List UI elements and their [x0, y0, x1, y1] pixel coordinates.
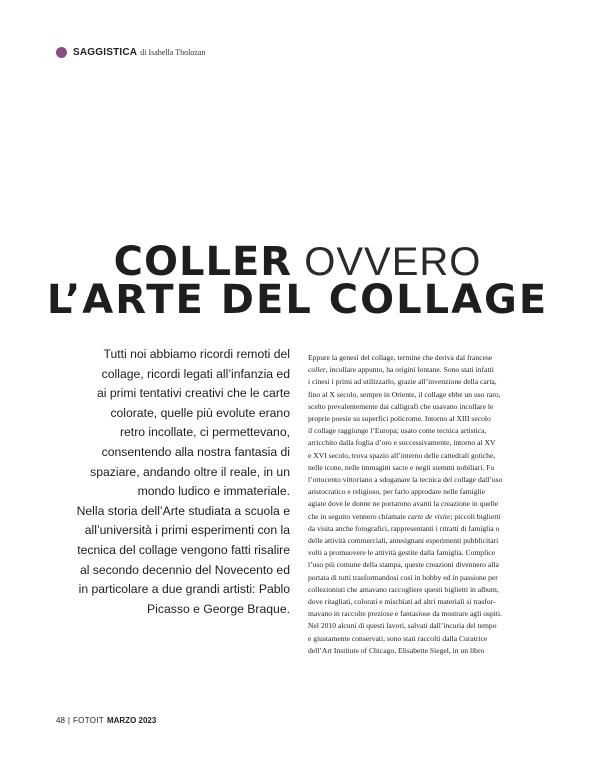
body-line: portata di tutti trasformandosi così in hobby ed in passione per: [308, 572, 498, 582]
intro-line: Nella storia dell’Arte studiata a scuola e: [76, 503, 290, 518]
section-dot-icon: [56, 47, 67, 58]
body-line: l’uso più comune della stampa, queste creazioni divennero alla: [308, 560, 499, 570]
footer-separator: |: [67, 715, 70, 725]
page-number: 48: [56, 715, 65, 725]
intro-paragraph: [50, 345, 290, 619]
issue-date: MARZO 2023: [106, 715, 157, 725]
body-line: scelto prevalentemente dai calligrafi che usavano incollare le: [308, 401, 494, 411]
body-line: Nel 2010 alcuni di questi lavori, salvati dall’incuria del tempo: [308, 621, 497, 631]
intro-line: mondo ludico e immateriale.: [137, 484, 290, 499]
intro-line: spaziare, andando oltre il reale, in un: [90, 464, 290, 479]
body-column: [308, 352, 558, 657]
body-line: delle attività commerciali, antesignani esperimenti pubblicitari: [308, 536, 499, 546]
body-line: e XVI secolo, trova spazio all’interno delle cattedrali gotiche,: [308, 450, 496, 460]
body-line: i cinesi i primi ad utilizzarlo, grazie all’invenzione della carta,: [308, 377, 497, 387]
body-line: da visita anche fotografici, rappresentanti i ritratti di famiglia o: [308, 523, 500, 533]
intro-line: all’università i primi esperimenti con la: [84, 523, 290, 538]
intro-line: colorate, quelle più evolute erano: [110, 405, 290, 420]
intro-line: consentendo alla nostra fantasia di: [101, 444, 290, 459]
page-footer: [56, 714, 156, 726]
italic-term: coller: [308, 365, 326, 375]
intro-line: retro incollate, ci permettevano,: [119, 425, 290, 440]
body-line: fino al X secolo, sempre in Oriente, il collage ebbe un uso raro,: [308, 389, 501, 399]
magazine-name: FOTOIT: [72, 715, 104, 725]
title-word-light: OVVERO: [304, 240, 482, 284]
body-line: nelle icone, nelle immagini sacre e negli stemmi nobiliari. Fu: [308, 462, 495, 472]
body-line: aristocratico e religioso, per farlo approdare nelle famiglie: [308, 487, 486, 497]
intro-line: Tutti noi abbiamo ricordi remoti del: [103, 347, 290, 361]
intro-line: collage, ricordi legati all’infanzia ed: [101, 366, 290, 381]
body-line: il collage raggiunge l’Europa; usato come tecnica artistica,: [308, 426, 487, 436]
section-label: SAGGISTICA: [73, 46, 138, 58]
body-line: e giustamente conservati, sono stati raccolti dalla Curatrice: [308, 633, 488, 643]
body-line: dove ritagliati, colorati e mischiati ad altri materiali si trasfor-: [308, 597, 496, 607]
intro-line: al secondo decennio del Novecento ed: [79, 562, 290, 577]
body-line: arricchito dalla foglia d’oro e successivamente, intorno al XV: [308, 438, 496, 448]
intro-line: ai primi tentativi creativi che le carte: [96, 386, 290, 401]
section-header: [56, 45, 205, 59]
author-byline: di Isabella Tholozan: [140, 47, 206, 57]
intro-line: in particolare a due grandi artisti: Pablo: [78, 582, 290, 597]
body-line: Eppure la genesi del collage, termine che deriva dal francese: [308, 353, 493, 362]
body-line: l’ottocento vittoriano a sdoganare la tecnica del collage dall’uso: [308, 475, 503, 485]
body-line: collezionisti che amavano raccogliere questi biglietti in album,: [308, 584, 499, 594]
intro-line: tecnica del collage vengono fatti risalire: [77, 542, 290, 557]
intro-line: Picasso e George Braque.: [147, 601, 290, 616]
body-line: dell’Art Institute of Chicago, Elisabette Siegel, in un libro: [308, 645, 485, 655]
title-word-bold: COLLER: [113, 239, 293, 285]
article-title-line1: [0, 239, 595, 285]
body-line: agiate dove le donne ne portarono avanti la creazione in quelle: [308, 499, 499, 509]
body-line: mavano in raccolte preziose e fantasiose da mostrare agli ospiti.: [308, 609, 502, 619]
body-line: coller, incollare appunto, ha origini lontane. Sono stati infatti: [308, 365, 494, 375]
body-line: volti a promuovere le attività gestite dalla famiglia. Complice: [308, 548, 496, 558]
body-line: che in seguito vennero chiamate carte de visite; piccoli biglietti: [308, 511, 501, 521]
body-line: proprie poesie su superfici policrome. Intorno al XIII secolo: [308, 414, 491, 424]
article-title-line2: L’ARTE DEL COLLAGE: [46, 277, 549, 323]
italic-term: carte de visite: [407, 511, 451, 521]
